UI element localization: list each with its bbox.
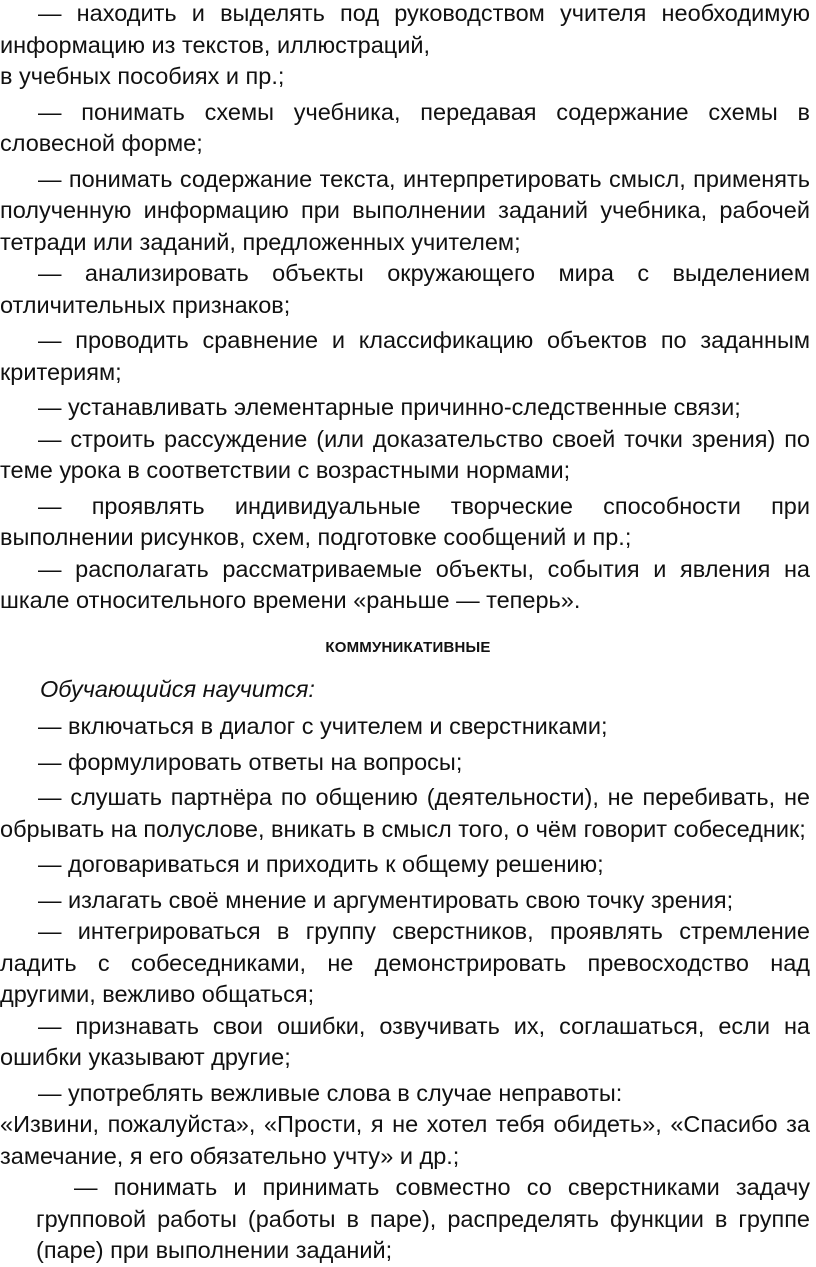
list-item: в учебных пособиях и пр.; bbox=[0, 63, 285, 89]
list-item: — проводить сравнение и классификацию объектов по заданным критериям; bbox=[0, 327, 810, 385]
list-item: — излагать своё мнение и аргументировать свою точку зрения; bbox=[38, 886, 734, 913]
quote-line: «Извини, пожалуйста», «Прости, я не хотел тебя обидеть», «Спасибо за замечание, я его обязательно учту» и др.; bbox=[0, 1111, 810, 1169]
section-heading: КОММУНИКАТИВНЫЕ bbox=[325, 638, 491, 656]
section-subheading: Обучающийся научится: bbox=[40, 675, 315, 702]
list-item: — анализировать объекты окружающего мира с выделением отличительных признаков; bbox=[0, 260, 810, 318]
list-item: — проявлять индивидуальные творческие способности при выполнении рисунков, схем, подготовке сообщений и пр.; bbox=[0, 492, 810, 550]
list-item: — включаться в диалог с учителем и сверстниками; bbox=[38, 713, 608, 739]
list-item: — договариваться и приходить к общему решению; bbox=[38, 851, 604, 877]
list-item: — формулировать ответы на вопросы; bbox=[38, 748, 463, 775]
list-item: — употреблять вежливые слова в случае неправоты: bbox=[38, 1079, 623, 1106]
list-item: — понимать схемы учебника, передавая содержание схемы в словесной форме; bbox=[0, 98, 810, 156]
list-item: — располагать рассматриваемые объекты, события и явления на шкале относительного времени «раньше — теперь». bbox=[0, 555, 810, 613]
list-item: — слушать партнёра по общению (деятельности), не перебивать, не обрывать на полуслове, вникать в смысл того, о чём говорит собеседник; bbox=[0, 784, 810, 842]
list-item: — находить и выделять под руководством учителя необходимую информацию из текстов, иллюстраций, bbox=[0, 0, 810, 58]
list-item: — строить рассуждение (или доказательство своей точки зрения) по теме урока в соответствии с возрастными нормами; bbox=[0, 425, 810, 483]
list-item: — понимать содержание текста, интерпретировать смысл, применять полученную информацию при выполнении заданий учебника, рабочей тетради или заданий, предложенных учителем; bbox=[0, 165, 810, 255]
list-item: — устанавливать элементарные причинно-следственные связи; bbox=[38, 394, 741, 420]
list-item: — понимать и принимать совместно со сверстниками задачу групповой работы (работы в паре), распределять функции в группе (паре) при выполнении заданий; bbox=[36, 1174, 810, 1263]
list-item: — признавать свои ошибки, озвучивать их, соглашаться, если на ошибки указывают другие; bbox=[0, 1012, 810, 1070]
list-item: — интегрироваться в группу сверстников, проявлять стремление ладить с собеседниками, не демонстрировать превосходство над другими, вежливо общаться; bbox=[0, 918, 810, 1007]
